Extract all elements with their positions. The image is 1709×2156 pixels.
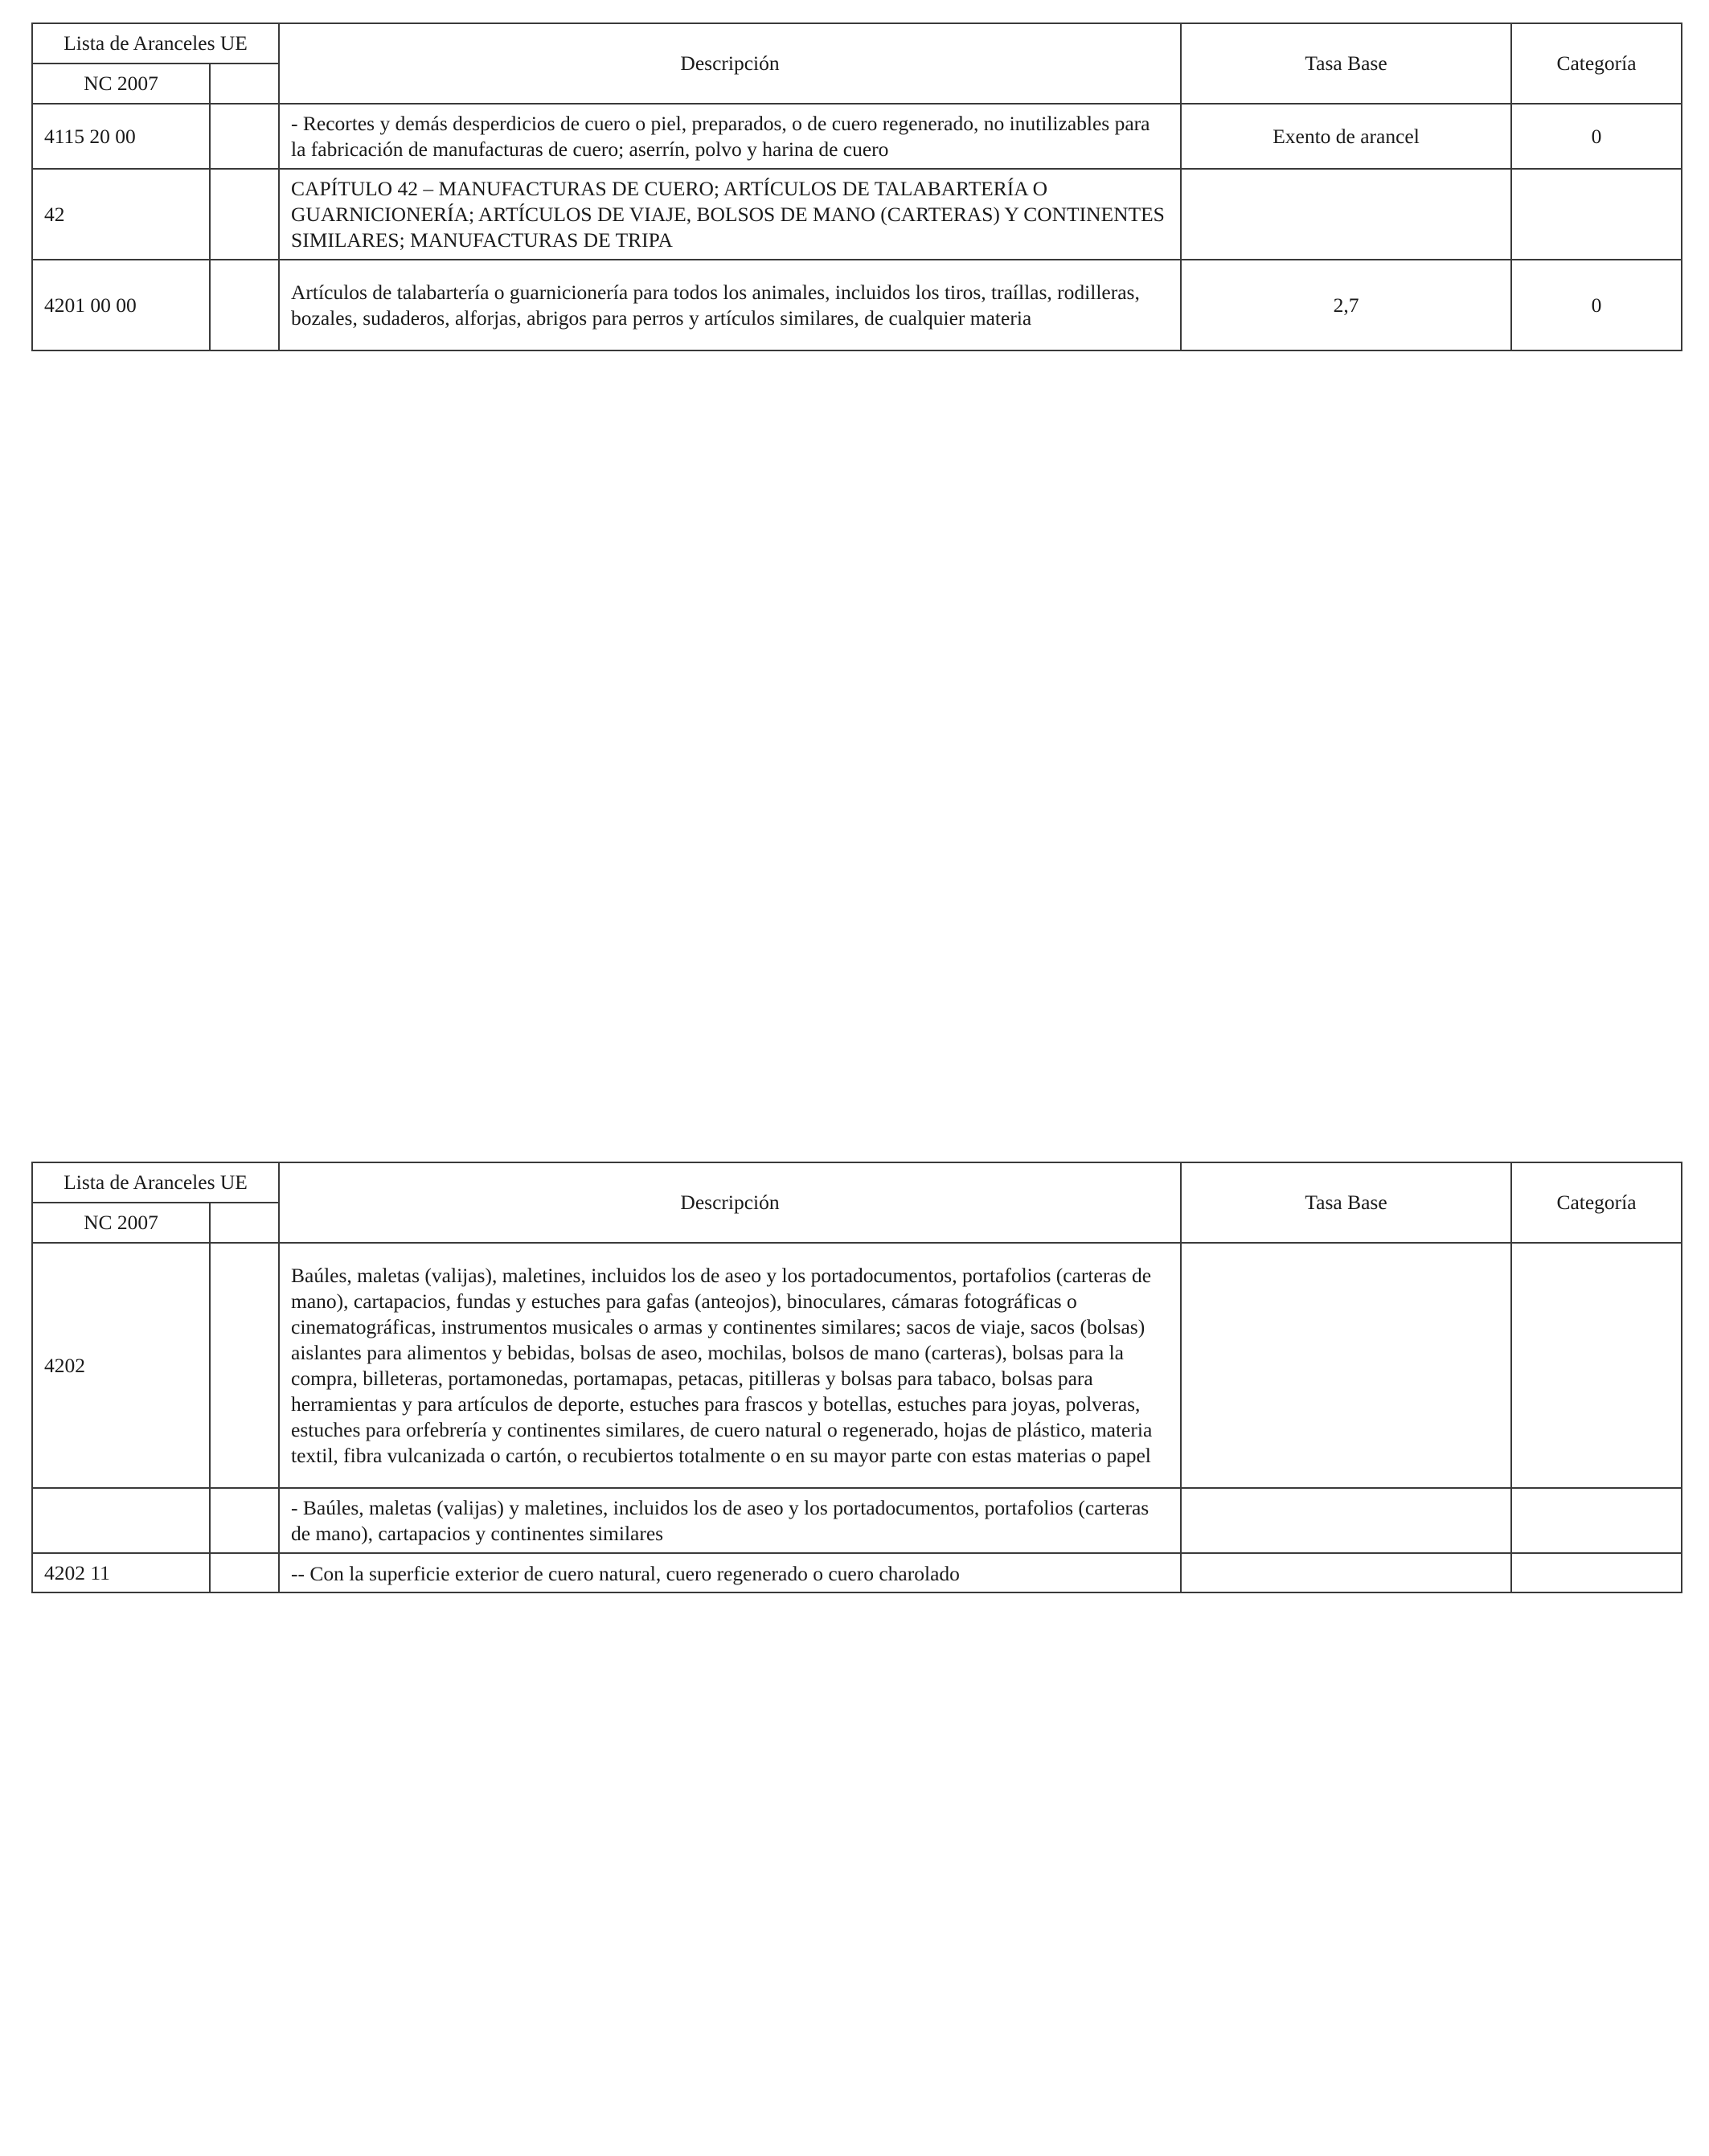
nc-header: NC 2007 [32,64,210,104]
category-header: Categoría [1511,1162,1682,1243]
table-row [32,104,1682,169]
rate-cell [1181,169,1511,260]
sub-code-cell [210,1553,279,1592]
table-row [32,1553,1682,1592]
category-cell [1511,169,1682,260]
description-cell: -- Con la superficie exterior de cuero natural, cuero regenerado o cuero charolado [279,1553,1181,1592]
sub-code-header [210,64,279,104]
table-row [32,1488,1682,1553]
sub-code-cell [210,260,279,350]
category-cell: 0 [1511,104,1682,169]
table-row [32,260,1682,350]
description-cell: - Baúles, maletas (valijas) y maletines, incluidos los de aseo y los portadocumentos, portafolios (carteras de mano), cartapacios y continentes similares [279,1488,1181,1553]
category-cell [1511,1488,1682,1553]
sub-code-cell [210,169,279,260]
description-cell: CAPÍTULO 42 – MANUFACTURAS DE CUERO; ARTÍCULOS DE TALABARTERÍA O GUARNICIONERÍA; ARTÍCULOS DE VIAJE, BOLSOS DE MANO (CARTERAS) Y CONTINENTES SIMILARES; MANUFACTURAS DE TRIPA [279,169,1181,260]
code-cell [32,1488,210,1553]
rate-header: Tasa Base [1181,1162,1511,1243]
table-row [32,1243,1682,1488]
list-header: Lista de Aranceles UE [32,1162,279,1203]
sub-code-cell [210,1488,279,1553]
description-cell: - Recortes y demás desperdicios de cuero o piel, preparados, o de cuero regenerado, no inutilizables para la fabricación de manufacturas de cuero; aserrín, polvo y harina de cuero [279,104,1181,169]
sub-code-cell [210,1243,279,1488]
rate-cell: 2,7 [1181,260,1511,350]
rate-cell [1181,1488,1511,1553]
rate-cell [1181,1243,1511,1488]
nc-header: NC 2007 [32,1203,210,1243]
description-cell: Artículos de talabartería o guarnicionería para todos los animales, incluidos los tiros, traíllas, rodilleras, bozales, sudaderos, alforjas, abrigos para perros y artículos similares, de cualquier materia [279,260,1181,350]
table-row [32,169,1682,260]
table-header-row [32,23,1682,64]
tariff-table-2 [31,1162,1682,1593]
code-cell: 4115 20 00 [32,104,210,169]
table-header-row [32,1162,1682,1203]
category-header: Categoría [1511,23,1682,104]
category-cell [1511,1553,1682,1592]
code-cell: 4202 11 [32,1553,210,1592]
tariff-table-1 [31,23,1682,351]
category-cell [1511,1243,1682,1488]
list-header: Lista de Aranceles UE [32,23,279,64]
rate-header: Tasa Base [1181,23,1511,104]
description-cell: Baúles, maletas (valijas), maletines, incluidos los de aseo y los portadocumentos, portafolios (carteras de mano), cartapacios, fundas y estuches para gafas (anteojos), binoculares, cámaras fotográficas o cinematográficas, instrumentos musicales o armas y continentes similares; sacos de viaje, sacos (bolsas) aislantes para alimentos y bebidas, bolsas de aseo, mochilas, bolsos de mano (carteras), bolsas para la compra, billeteras, portamonedas, portamapas, petacas, pitilleras y bolsas para tabaco, bolsas para herramientas y para artículos de deporte, estuches para frascos y botellas, estuches para joyas, polveras, estuches para orfebrería y continentes similares, de cuero natural o regenerado, hojas de plástico, materia textil, fibra vulcanizada o cartón, o recubiertos totalmente o en su mayor parte con estas materias o papel [279,1243,1181,1488]
code-cell: 4201 00 00 [32,260,210,350]
rate-cell: Exento de arancel [1181,104,1511,169]
description-header: Descripción [279,1162,1181,1243]
rate-cell [1181,1553,1511,1592]
category-cell: 0 [1511,260,1682,350]
sub-code-header [210,1203,279,1243]
code-cell: 42 [32,169,210,260]
sub-code-cell [210,104,279,169]
description-header: Descripción [279,23,1181,104]
code-cell: 4202 [32,1243,210,1488]
